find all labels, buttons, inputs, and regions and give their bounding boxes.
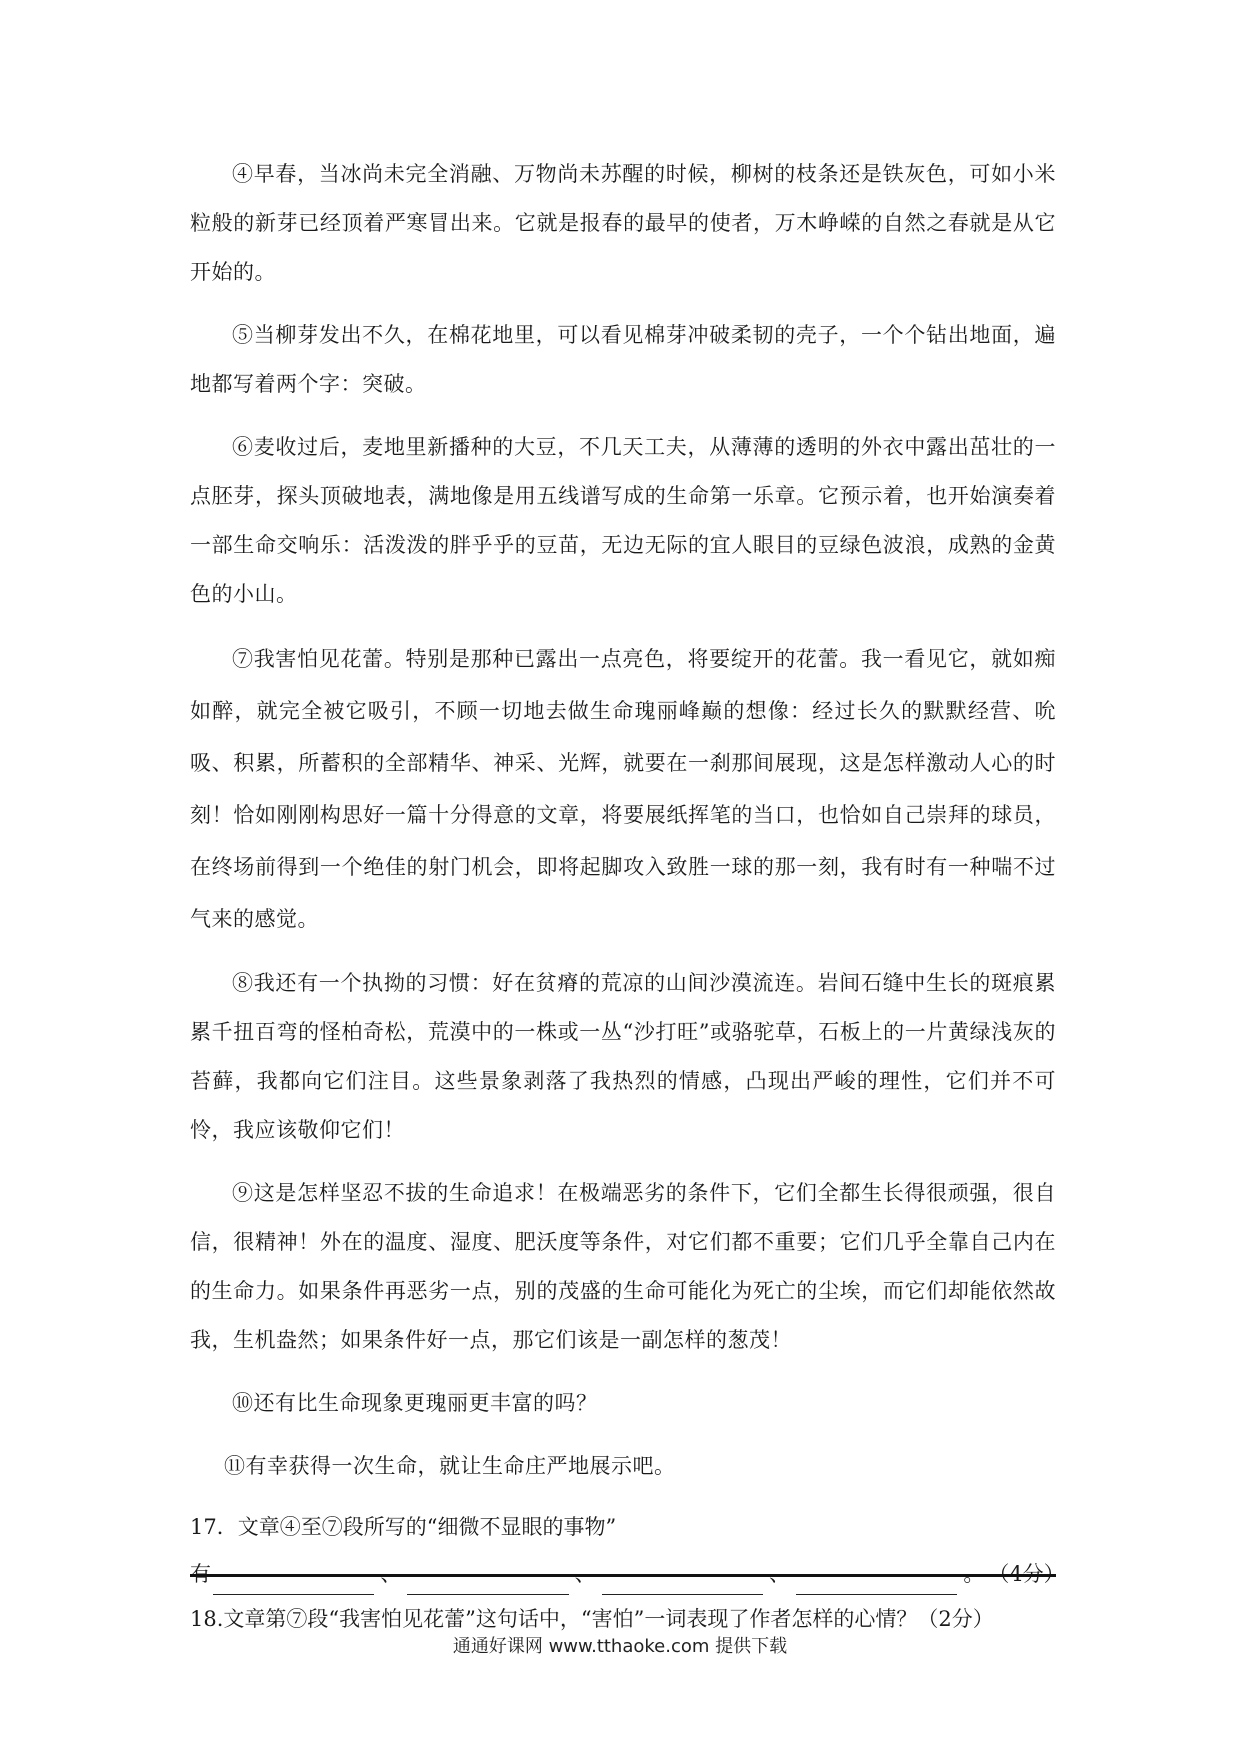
question-17-points: （4分） xyxy=(988,1562,1065,1586)
blank-separator: 、 xyxy=(380,1562,402,1586)
answer-line[interactable] xyxy=(190,1574,1056,1577)
paragraph-9: ⑨这是怎样坚忍不拔的生命追求！在极端恶劣的条件下，它们全都生长得很顽强，很自信，很精神！外在的温度、湿度、肥沃度等条件，对它们都不重要；它们几乎全靠自己内在的生命力。如果条件再恶劣一点，别的茂盛的生命可能化为死亡的尘埃，而它们却能依然故我，生机盎然；如果条件好一点，那它们该是一副怎样的葱茂！ xyxy=(190,1181,1056,1352)
paragraph-10: ⑩还有比生命现象更瑰丽更丰富的吗？ xyxy=(232,1391,598,1415)
blank-end-text: 。 xyxy=(963,1562,985,1586)
question-17 xyxy=(190,1505,1065,1595)
paragraph-6: ⑥麦收过后，麦地里新播种的大豆，不几天工夫，从薄薄的透明的外衣中露出茁壮的一点胚芽，探头顶破地表，满地像是用五线谱写成的生命第一乐章。它预示着，也开始演奏着一部生命交响乐：活泼泼的胖乎乎的豆苗，无边无际的宜人眼目的豆绿色波浪，成熟的金黄色的小山。 xyxy=(190,435,1056,606)
paragraph-7: ⑦我害怕见花蕾。特别是那种已露出一点亮色，将要绽开的花蕾。我一看见它，就如痴如醉，就完全被它吸引，不顾一切地去做生命瑰丽峰巅的想像：经过长久的默默经营、吮吸、积累，所蓄积的全部精华、神采、光辉，就要在一刹那间展现，这是怎样激动人心的时刻！恰如刚刚构思好一篇十分得意的文章，将要展纸挥笔的当口，也恰如自己崇拜的球员，在终场前得到一个绝佳的射门机会，即将起脚攻入致胜一球的那一刻，我有时有一种喘不过气来的感觉。 xyxy=(190,647,1056,931)
reading-passage xyxy=(190,150,1065,1641)
paragraph-8: ⑧我还有一个执拗的习惯：好在贫瘠的荒凉的山间沙漠流连。岩间石缝中生长的斑痕累累千扭百弯的怪柏奇松，荒漠中的一株或一丛“沙打旺”或骆驼草，石板上的一片黄绿浅灰的苔藓，我都向它们注目。这些景象剥落了我热烈的情感，凸现出严峻的理性，它们并不可怜，我应该敬仰它们！ xyxy=(190,971,1056,1142)
paragraph-11: ⑪有幸获得一次生命，就让生命庄严地展示吧。 xyxy=(224,1454,676,1478)
blank-separator: 、 xyxy=(574,1562,596,1586)
paragraph-4: ④早春，当冰尚未完全消融、万物尚未苏醒的时候，柳树的枝条还是铁灰色，可如小米粒般的新芽已经顶着严寒冒出来。它就是报春的最早的使者，万木峥嵘的自然之春就是从它开始的。 xyxy=(190,162,1056,284)
question-17-prompt: 17．文章④至⑦段所写的“细微不显眼的事物” xyxy=(190,1515,617,1539)
page-footer: 通通好课网 www.tthaoke.com 提供下载 xyxy=(452,1636,788,1657)
question-18-prompt: 18.文章第⑦段“我害怕见花蕾”这句话中，“害怕”一词表现了作者怎样的心情？（2分） xyxy=(190,1607,994,1631)
paragraph-5: ⑤当柳芽发出不久，在棉花地里，可以看见棉芽冲破柔韧的壳子，一个个钻出地面，遍地都写着两个字：突破。 xyxy=(190,323,1056,396)
blank-lead-text: 有 xyxy=(190,1562,211,1586)
blank-separator: 、 xyxy=(768,1562,790,1586)
